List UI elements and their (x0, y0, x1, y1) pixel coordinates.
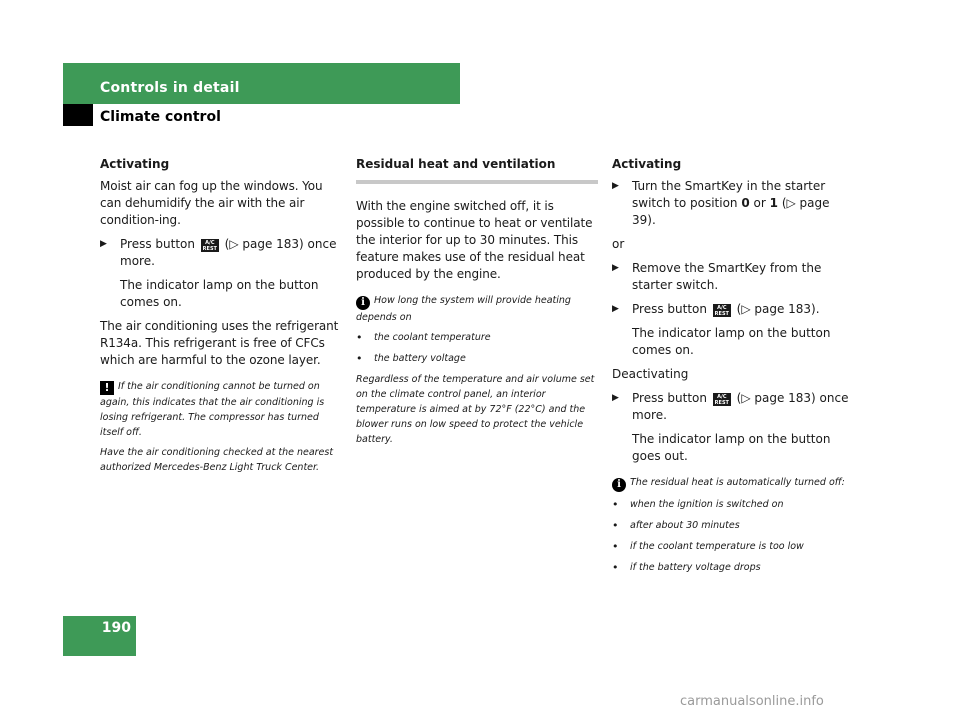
instruction-step: ▶ Press button A/C REST (▷ page 183). (612, 302, 820, 317)
step-arrow-icon: ▶ (612, 393, 619, 403)
step-arrow-icon: ▶ (612, 181, 619, 191)
subsection-title: Climate control (100, 109, 221, 125)
section-title: Controls in detail (100, 80, 240, 96)
step-result: The indicator lamp on the button comes on. (120, 278, 319, 309)
ac-rest-button-icon: A/C REST (714, 305, 729, 317)
step-arrow-icon: ▶ (612, 304, 619, 314)
warning-icon: ! (100, 381, 114, 395)
ac-rest-button-icon: A/C REST (202, 240, 217, 252)
list-item: • if the coolant temperature is too low (612, 539, 854, 554)
list-item: • after about 30 minutes (612, 518, 854, 533)
step-result: The indicator lamp on the button goes out. (632, 432, 831, 463)
paragraph: Moist air can fog up the windows. You can dehumidify the air with the air condition-ing. (100, 179, 323, 227)
column-3 (612, 154, 854, 581)
column-1 (100, 154, 342, 480)
heading-residual-heat: Residual heat and ventilation (356, 154, 598, 184)
step-result: The indicator lamp on the button comes on. (632, 326, 831, 357)
ac-rest-button-icon: A/C REST (714, 394, 729, 406)
heading-deactivating: Deactivating (612, 367, 689, 381)
watermark: carmanualsonline.info (680, 694, 824, 709)
heading-activating: Activating (100, 157, 170, 171)
info-note: i The residual heat is automatically turned off: • when the ignition is switched on • after about 30 minutes • if the coolant temperature is too low • if the battery voltage drops (612, 475, 854, 575)
info-note: i How long the system will provide heating depends on • the coolant temperature • the battery voltage Regardless of the temperature and air volume set on the climate control panel, an interior temperature is aimed at by 72°F (22°C) and the blower runs on low speed to protect the vehicle battery. (356, 293, 598, 447)
column-2 (356, 154, 598, 452)
info-text: Regardless of the temperature and air volume set on the climate control panel, an interior temperature is aimed at by 72°F (22°C) and the blower runs on low speed to protect the vehicle battery. (356, 374, 595, 445)
list-item: • if the battery voltage drops (612, 560, 854, 575)
paragraph: The air conditioning uses the refrigerant R134a. This refrigerant is free of CFCs which are harmful to the ozone layer. (100, 319, 339, 367)
warning-note: ! If the air conditioning cannot be turned on again, this indicates that the air conditioning is losing refrigerant. The compressor has turned itself off. Have the air conditioning checked at the nearest authorized Mercedes-Benz Light Truck Center. (100, 379, 342, 475)
info-icon: i (612, 478, 626, 492)
paragraph: With the engine switched off, it is possible to continue to heat or ventilate the interior for up to 30 minutes. This feature makes use of the residual heat produced by the engine. (356, 199, 593, 281)
list-item: • when the ignition is switched on (612, 497, 854, 512)
step-arrow-icon: ▶ (100, 239, 107, 249)
header-tab-marker (63, 104, 93, 126)
instruction-step: ▶ Press button A/C REST (▷ page 183) once more. (612, 391, 849, 422)
page-number: 190 (101, 620, 131, 636)
info-icon: i (356, 296, 370, 310)
step-arrow-icon: ▶ (612, 263, 619, 273)
heading-activating: Activating (612, 157, 682, 171)
instruction-step: ▶ Turn the SmartKey in the starter switch to position 0 or 1 (▷ page 39). (612, 179, 830, 227)
instruction-step: ▶ Remove the SmartKey from the starter switch. (612, 261, 822, 292)
instruction-step: ▶ Press button A/C REST (▷ page 183) once more. (100, 237, 337, 268)
or-text: or (612, 237, 625, 251)
warning-text: Have the air conditioning checked at the nearest authorized Mercedes-Benz Light Truck Center. (100, 447, 334, 473)
list-item: • the coolant temperature (356, 330, 598, 345)
list-item: • the battery voltage (356, 351, 598, 366)
